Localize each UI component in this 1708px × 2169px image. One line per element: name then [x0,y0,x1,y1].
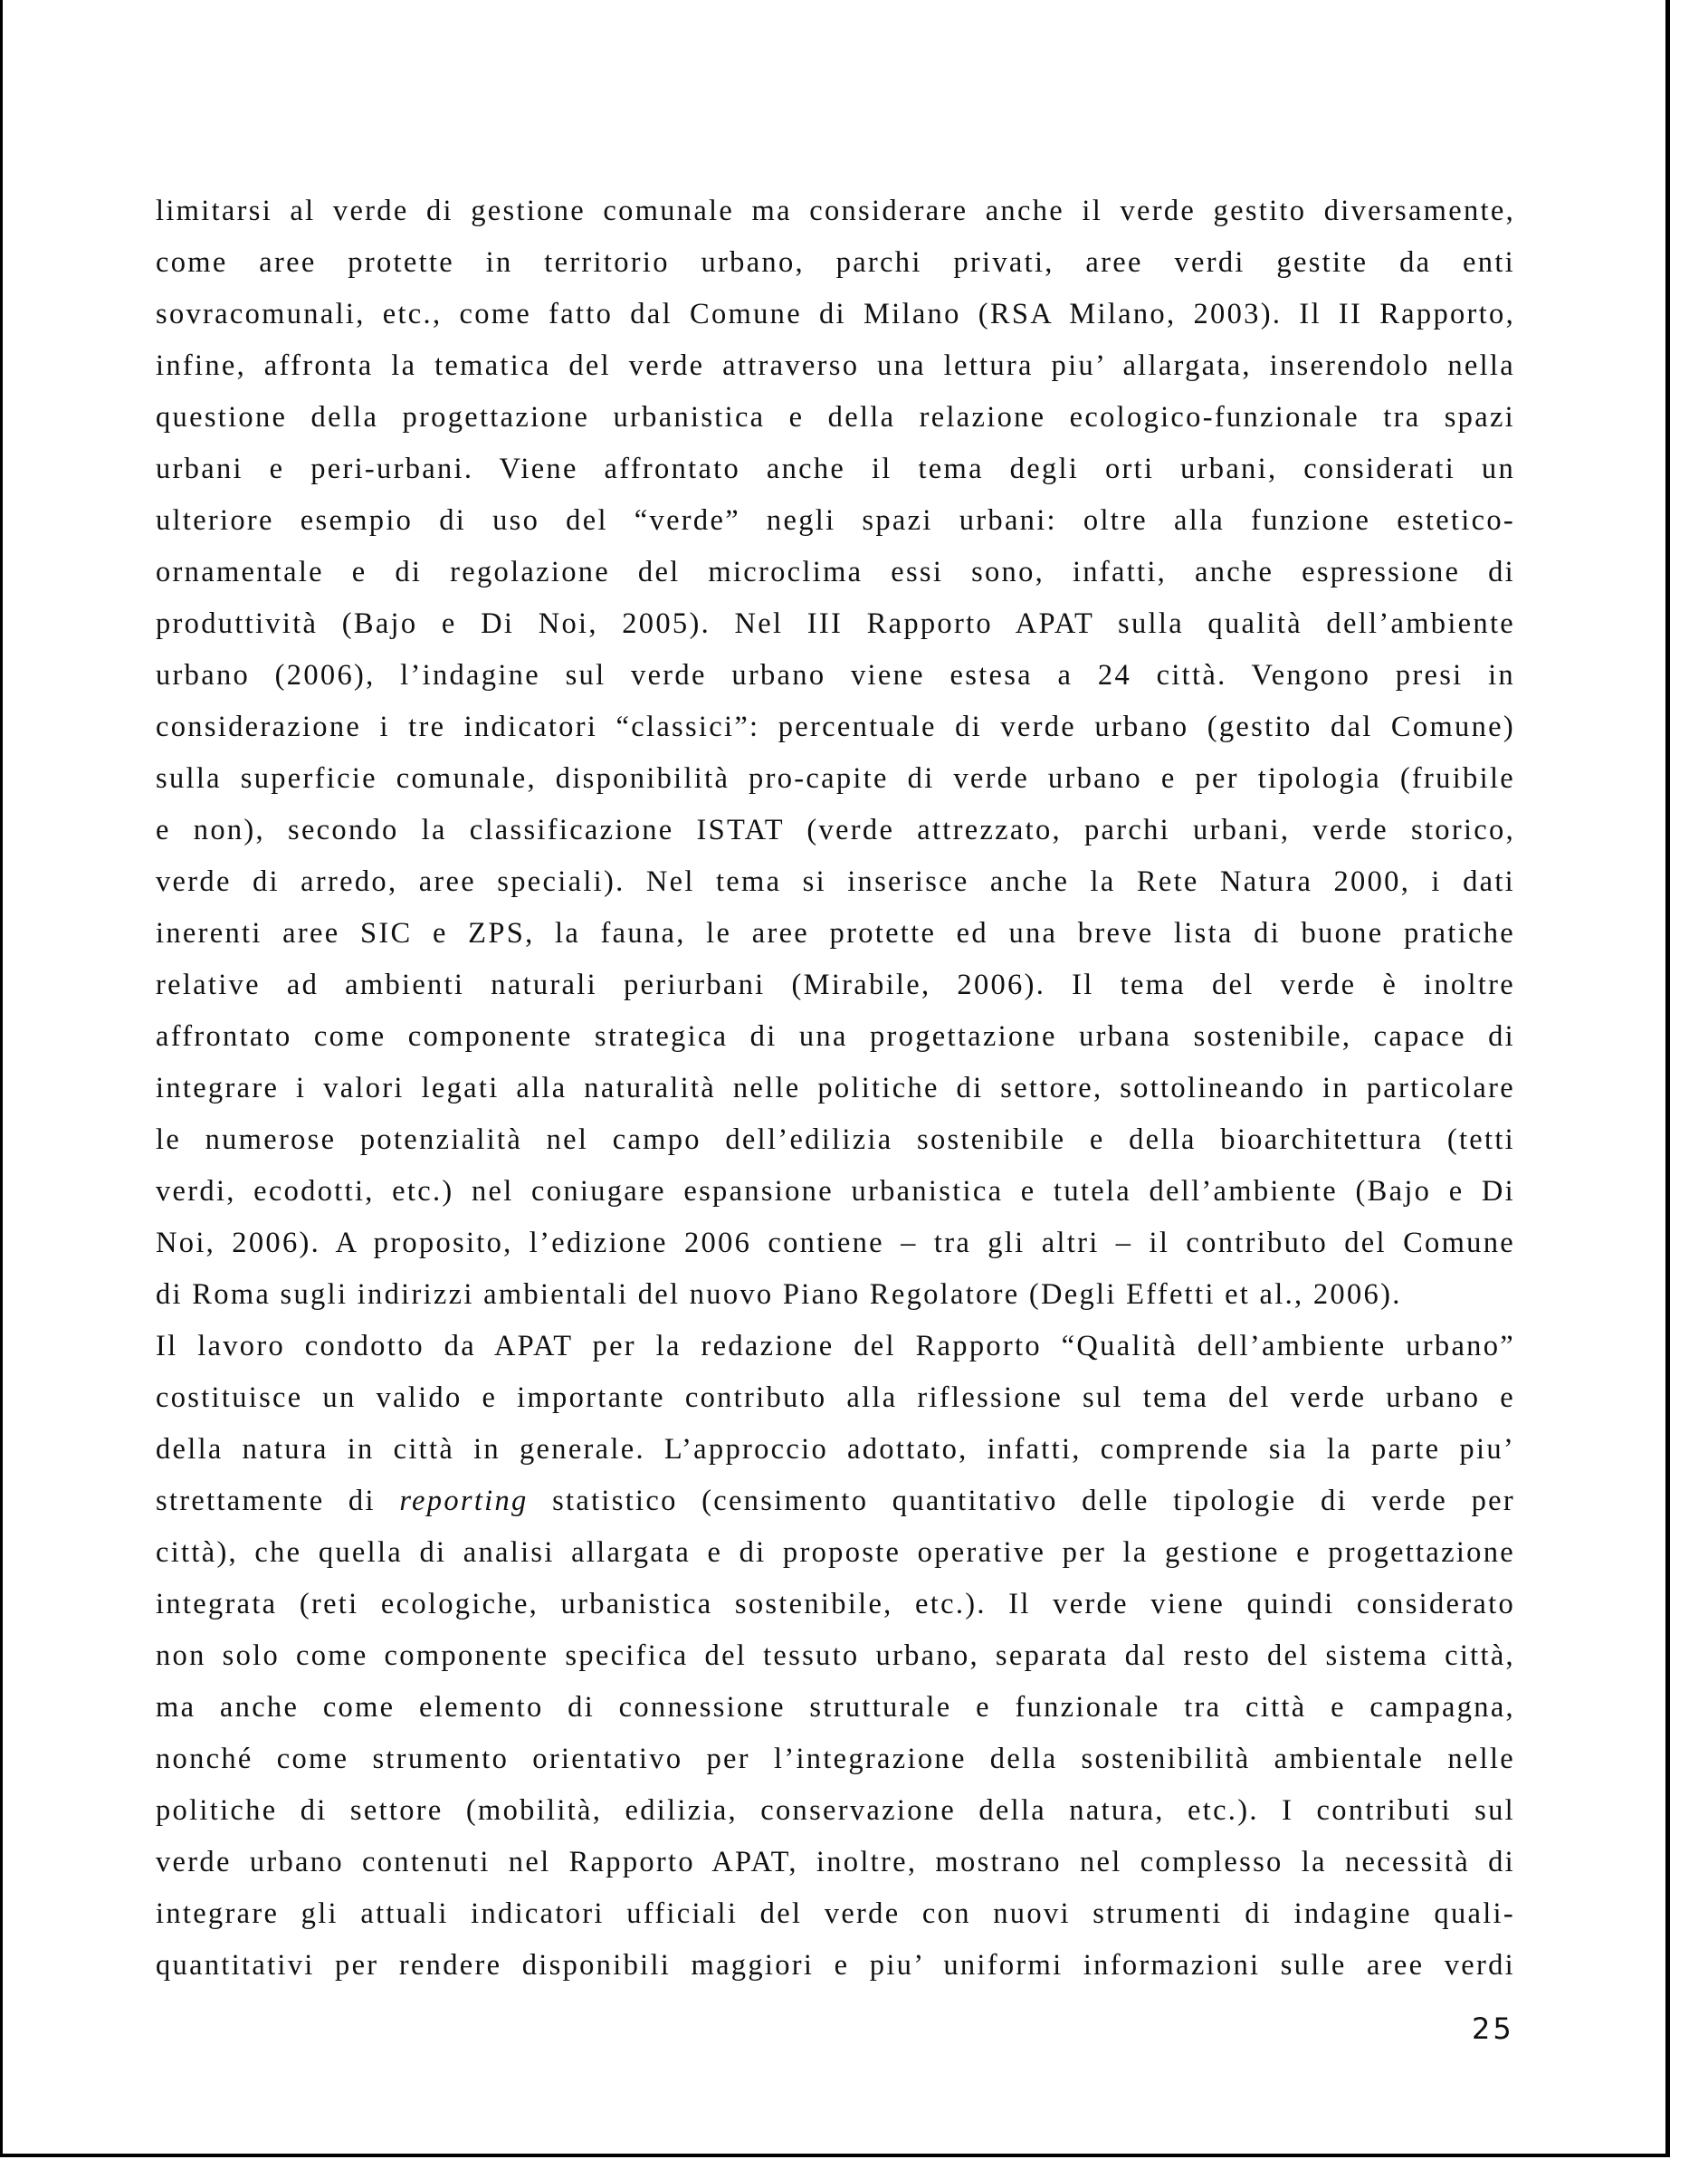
body-text [156,186,1515,1992]
text-line: considerazione i tre indicatori “classici”: percentuale di verde urbano (gestito dal Comune) [156,711,1515,743]
page-number: 25 [1472,2011,1514,2046]
text-line: sovracomunali, etc., come fatto dal Comune di Milano (RSA Milano, 2003). Il II Rapporto, [156,298,1515,330]
text-line: Noi, 2006). A proposito, l’edizione 2006 contiene – tra gli altri – il contributo del Comune [156,1227,1515,1259]
text-line: affrontato come componente strategica di una progettazione urbana sostenibile, capace di [156,1020,1515,1053]
text-line: urbani e peri-urbani. Viene affrontato anche il tema degli orti urbani, considerati un [156,453,1515,485]
text-line: le numerose potenzialità nel campo dell’edilizia sostenibile e della bioarchitettura (tetti [156,1123,1515,1156]
text-line: integrare i valori legati alla naturalità nelle politiche di settore, sottolineando in particolare [156,1072,1515,1104]
text-line: integrare gli attuali indicatori ufficiali del verde con nuovi strumenti di indagine quali- [156,1897,1515,1930]
text-line: nonché come strumento orientativo per l’integrazione della sostenibilità ambientale nelle [156,1743,1515,1775]
text-line: ma anche come elemento di connessione strutturale e funzionale tra città e campagna, [156,1691,1515,1724]
text-line: relative ad ambienti naturali periurbani (Mirabile, 2006). Il tema del verde è inoltre [156,969,1515,1001]
text-line: politiche di settore (mobilità, edilizia, conservazione della natura, etc.). I contributi sul [156,1794,1515,1827]
text-line: verde di arredo, aree speciali). Nel tema si inserisce anche la Rete Natura 2000, i dati [156,865,1515,898]
text-line: quantitativi per rendere disponibili maggiori e piu’ uniformi informazioni sulle aree verdi [156,1949,1515,1982]
text-line: ornamentale e di regolazione del microclima essi sono, infatti, anche espressione di [156,556,1515,588]
text-line: sulla superficie comunale, disponibilità pro-capite di verde urbano e per tipologia (fruibile [156,762,1515,795]
text-line: della natura in città in generale. L’approccio adottato, infatti, comprende sia la parte piu’ [156,1433,1515,1466]
text-fragment: statistico (censimento quantitativo delle tipologie di verde per [552,1485,1515,1517]
text-fragment: strettamente di [156,1485,376,1517]
text-line: produttività (Bajo e Di Noi, 2005). Nel III Rapporto APAT sulla qualità dell’ambiente [156,607,1515,640]
text-line: limitarsi al verde di gestione comunale ma considerare anche il verde gestito diversamente, [156,195,1515,227]
text-line: infine, affronta la tematica del verde attraverso una lettura piu’ allargata, inserendolo nella [156,349,1515,382]
text-line: inerenti aree SIC e ZPS, la fauna, le aree protette ed una breve lista di buone pratiche [156,917,1515,950]
text-line: come aree protette in territorio urbano, parchi privati, aree verdi gestite da enti [156,246,1515,279]
text-line: questione della progettazione urbanistica e della relazione ecologico-funzionale tra spazi [156,401,1515,434]
text-line: città), che quella di analisi allargata e di proposte operative per la gestione e progettazione [156,1536,1515,1569]
text-line-with-italic [156,1476,1515,1527]
text-line: integrata (reti ecologiche, urbanistica sostenibile, etc.). Il verde viene quindi considerato [156,1588,1515,1620]
text-line: verde urbano contenuti nel Rapporto APAT, inoltre, mostrano nel complesso la necessità di [156,1846,1515,1878]
text-line: urbano (2006), l’indagine sul verde urbano viene estesa a 24 città. Vengono presi in [156,659,1515,692]
text-line: e non), secondo la classificazione ISTAT (verde attrezzato, parchi urbani, verde storico, [156,814,1515,846]
text-line: non solo come componente specifica del tessuto urbano, separata dal resto del sistema città, [156,1639,1515,1672]
text-line: ulteriore esempio di uso del “verde” negli spazi urbani: oltre alla funzione estetico- [156,504,1515,537]
paragraph-end-line: di Roma sugli indirizzi ambientali del nuovo Piano Regolatore (Degli Effetti et al., 2006). [156,1278,1402,1311]
italic-term: reporting [399,1485,529,1517]
text-line: verdi, ecodotti, etc.) nel coniugare espansione urbanistica e tutela dell’ambiente (Bajo e Di [156,1175,1515,1208]
text-line: costituisce un valido e importante contributo alla riflessione sul tema del verde urbano e [156,1381,1515,1414]
text-line: Il lavoro condotto da APAT per la redazione del Rapporto “Qualità dell’ambiente urbano” [156,1330,1515,1362]
